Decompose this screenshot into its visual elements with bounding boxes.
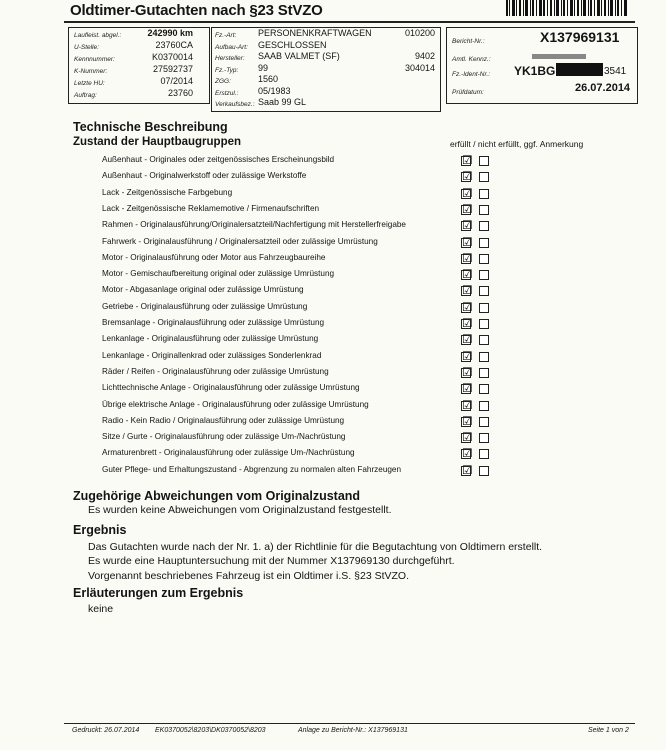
- not-fulfilled-checkbox[interactable]: [479, 449, 489, 459]
- component-item: Getriebe - Originalausführung oder zulässige Umrüstung: [102, 301, 308, 311]
- component-item: Motor - Originalausführung oder Motor aus Fahrzeugbaureihe: [102, 252, 326, 262]
- fulfilled-checkbox[interactable]: [461, 169, 473, 184]
- fulfilled-checkbox[interactable]: [461, 348, 473, 363]
- fulfilled-checkbox[interactable]: [461, 446, 473, 461]
- document-title: Oldtimer-Gutachten nach §23 StVZO: [70, 2, 323, 19]
- check-mark-icon: ☑: [462, 397, 473, 412]
- component-item: Motor - Abgasanlage original oder zulässige Umrüstung: [102, 285, 304, 295]
- result-line: Vorgenannt beschriebenes Fahrzeug ist ein Oldtimer i.S. §23 StVZO.: [88, 570, 410, 582]
- check-mark-icon: ☑: [462, 316, 473, 330]
- vehicle-value: GESCHLOSSEN: [258, 39, 327, 50]
- result-line: Das Gutachten wurde nach der Nr. 1. a) der Richtlinie für die Begutachtung von Oldtimern erstellt.: [88, 541, 543, 553]
- component-item: Außenhaut - Originalwerkstoff oder zulässige Werkstoffe: [102, 171, 307, 181]
- notes-heading: Erläuterungen zum Ergebnis: [73, 586, 244, 600]
- test-date-value: 26.07.2014: [575, 82, 631, 94]
- not-fulfilled-checkbox[interactable]: [479, 384, 489, 394]
- vehicle-value: 05/1983: [258, 85, 291, 96]
- not-fulfilled-checkbox[interactable]: [479, 189, 489, 199]
- fulfilled-checkbox[interactable]: [461, 218, 473, 233]
- check-mark-icon: ☑: [462, 381, 473, 396]
- check-mark-icon: ☑: [462, 332, 473, 347]
- not-fulfilled-checkbox[interactable]: [479, 172, 489, 182]
- registration-row: Letzte HU:: [74, 80, 105, 87]
- fulfilled-checkbox[interactable]: [461, 299, 473, 314]
- not-fulfilled-checkbox[interactable]: [479, 335, 489, 345]
- fulfilled-checkbox[interactable]: [461, 364, 473, 379]
- check-mark-icon: ☑: [462, 153, 473, 167]
- components-subheading: Zustand der Hauptbaugruppen: [73, 136, 242, 148]
- document-codes: EK0370052\8203\DK0370052\8203: [155, 727, 266, 734]
- not-fulfilled-checkbox[interactable]: [479, 417, 489, 427]
- check-mark-icon: ☑: [462, 267, 473, 282]
- fulfilled-checkbox[interactable]: [461, 185, 473, 200]
- report-number-value: X137969131: [540, 29, 620, 45]
- fulfilled-checkbox[interactable]: [461, 234, 473, 249]
- vehicle-row: Erstzul.:: [215, 89, 239, 97]
- fulfilled-checkbox[interactable]: [461, 316, 473, 330]
- fulfilled-checkbox[interactable]: [461, 250, 473, 265]
- check-mark-icon: ☑: [462, 250, 473, 265]
- check-mark-icon: ☑: [462, 299, 473, 314]
- check-mark-icon: ☑: [462, 234, 473, 249]
- component-item: Lack - Zeitgenössische Farbgebung: [102, 187, 233, 197]
- check-mark-icon: ☑: [462, 430, 473, 445]
- vehicle-code: 9402: [414, 51, 435, 61]
- registration-row: K-Nummer:: [74, 68, 108, 75]
- not-fulfilled-checkbox[interactable]: [479, 254, 489, 264]
- notes-text: keine: [88, 603, 114, 615]
- not-fulfilled-checkbox[interactable]: [479, 303, 489, 313]
- registration-value: K0370014: [151, 52, 193, 62]
- check-mark-icon: ☑: [462, 413, 473, 428]
- vehicle-row: Fz.-Art:: [215, 32, 237, 39]
- not-fulfilled-checkbox[interactable]: [479, 286, 489, 296]
- component-item: Lack - Zeitgenössische Reklamemotive / Firmenaufschriften: [102, 203, 320, 213]
- check-mark-icon: ☑: [462, 446, 473, 461]
- component-item: Lenkanlage - Originallenkrad oder zulässiges Sonderlenkrad: [102, 350, 322, 360]
- registration-value: 23760CA: [155, 40, 193, 50]
- print-date: Gedruckt: 26.07.2014: [72, 727, 140, 734]
- registration-row: Auftrag:: [74, 92, 97, 99]
- component-item: Übrige elektrische Anlage - Originalausführung oder zulässige Umrüstung: [102, 399, 369, 409]
- result-heading: Ergebnis: [73, 523, 127, 537]
- component-item: Lenkanlage - Originalausführung oder zulässige Umrüstung: [102, 334, 319, 344]
- vin-suffix: 3541: [604, 66, 627, 77]
- page-number: Seite 1 von 2: [588, 727, 629, 734]
- component-item: Bremsanlage - Originalausführung oder zulässige Umrüstung: [102, 318, 325, 327]
- check-mark-icon: ☑: [462, 201, 473, 216]
- plate-label: Amtl. Kennz.:: [452, 56, 491, 63]
- registration-value: 27592737: [152, 64, 193, 74]
- check-mark-icon: ☑: [462, 169, 473, 184]
- redacted-vin: [556, 63, 603, 76]
- vin-prefix: YK1BG: [514, 64, 556, 78]
- component-item: Radio - Kein Radio / Originalausführung oder zulässige Umrüstung: [102, 415, 345, 425]
- test-date-label: Prüfdatum:: [452, 89, 484, 96]
- fulfilled-checkbox[interactable]: [461, 153, 473, 167]
- vehicle-row: Aufbau-Art:: [215, 43, 248, 51]
- check-mark-icon: ☑: [462, 218, 473, 233]
- fulfilled-checkbox[interactable]: [461, 430, 473, 445]
- component-item: Rahmen - Originalausführung/Originalersatzteil/Nachfertigung mit Herstellerfreigabe: [102, 220, 406, 230]
- not-fulfilled-checkbox[interactable]: [479, 352, 489, 362]
- tech-heading: Technische Beschreibung: [73, 120, 228, 134]
- vehicle-code: 304014: [404, 62, 435, 73]
- registration-value: 07/2014: [160, 76, 193, 86]
- checklist-column-header: erfüllt / nicht erfüllt, ggf. Anmerkung: [450, 139, 584, 149]
- component-item: Sitze / Gurte - Originalausführung oder zulässige Um-/Nachrüstung: [102, 432, 346, 442]
- result-line: Es wurde eine Hauptuntersuchung mit der Nummer X137969130 durchgeführt.: [88, 555, 455, 567]
- component-item: Räder / Reifen - Originalausführung oder zulässige Umrüstung: [102, 366, 329, 376]
- vehicle-value: PERSONENKRAFTWAGEN: [258, 28, 372, 38]
- not-fulfilled-checkbox[interactable]: [479, 401, 489, 411]
- deviations-heading: Zugehörige Abweichungen vom Originalzustand: [73, 489, 361, 503]
- report-number-row: Bericht-Nr.:: [452, 38, 485, 45]
- footer-rule: [64, 723, 635, 724]
- registration-row: Kennnummer:: [74, 56, 115, 63]
- attachment-ref: Anlage zu Bericht-Nr.: X137969131: [298, 727, 408, 734]
- vehicle-value: 1560: [258, 74, 279, 84]
- fulfilled-checkbox[interactable]: [461, 413, 473, 428]
- not-fulfilled-checkbox[interactable]: [479, 368, 489, 378]
- check-mark-icon: ☑: [462, 185, 473, 200]
- registration-value: 23760: [167, 88, 193, 98]
- check-mark-icon: ☑: [462, 364, 473, 379]
- fulfilled-checkbox[interactable]: [461, 201, 473, 216]
- fulfilled-checkbox[interactable]: [461, 381, 473, 396]
- fulfilled-checkbox[interactable]: [461, 283, 473, 298]
- fulfilled-checkbox[interactable]: [461, 397, 473, 412]
- not-fulfilled-checkbox[interactable]: [479, 205, 489, 215]
- not-fulfilled-checkbox[interactable]: [479, 221, 489, 231]
- component-item: Fahrwerk - Originalausführung / Originalersatzteil oder zulässige Umrüstung: [102, 236, 378, 246]
- check-mark-icon: ☑: [462, 348, 473, 363]
- check-mark-icon: ☑: [462, 462, 473, 477]
- not-fulfilled-checkbox[interactable]: [479, 156, 489, 166]
- not-fulfilled-checkbox[interactable]: [479, 238, 489, 248]
- registration-row: Laufleist. abgel.:: [74, 32, 122, 39]
- component-item: Motor - Gemischaufbereitung original oder zulässige Umrüstung: [102, 269, 335, 279]
- component-item: Lichttechnische Anlage - Originalausführung oder zulässige Umrüstung: [102, 383, 360, 393]
- fulfilled-checkbox[interactable]: [461, 332, 473, 347]
- component-item: Armaturenbrett - Originalausführung oder zulässige Um-/Nachrüstung: [102, 448, 355, 458]
- barcode: [506, 0, 628, 16]
- vehicle-code: 010200: [404, 28, 435, 38]
- check-mark-icon: ☑: [462, 283, 473, 298]
- not-fulfilled-checkbox[interactable]: [479, 466, 489, 476]
- not-fulfilled-checkbox[interactable]: [479, 319, 489, 329]
- vehicle-value: 99: [258, 62, 269, 73]
- vehicle-row: Verkaufsbez.:: [215, 101, 255, 108]
- vehicle-value: SAAB VALMET (SF): [258, 51, 340, 61]
- header-rule: [64, 21, 635, 23]
- component-item: Außenhaut - Originales oder zeitgenössisches Erscheinungsbild: [102, 155, 335, 164]
- component-item: Guter Pflege- und Erhaltungszustand - Abgrenzung zu normalen alten Fahrzeugen: [102, 464, 402, 474]
- vehicle-row: ZGG:: [215, 78, 231, 85]
- vehicle-value: Saab 99 GL: [258, 97, 307, 107]
- vehicle-row: Fz.-Typ:: [215, 66, 239, 74]
- redacted-plate: [532, 54, 586, 59]
- fulfilled-checkbox[interactable]: [461, 267, 473, 282]
- fulfilled-checkbox[interactable]: [461, 462, 473, 477]
- vin-label: Fz.-Ident-Nr.:: [452, 71, 491, 78]
- not-fulfilled-checkbox[interactable]: [479, 270, 489, 280]
- deviations-text: Es wurden keine Abweichungen vom Originalzustand festgestellt.: [88, 504, 392, 516]
- not-fulfilled-checkbox[interactable]: [479, 433, 489, 443]
- registration-row: U-Stelle:: [74, 44, 99, 51]
- vehicle-row: Hersteller:: [215, 55, 245, 62]
- registration-value: 242990 km: [147, 28, 193, 38]
